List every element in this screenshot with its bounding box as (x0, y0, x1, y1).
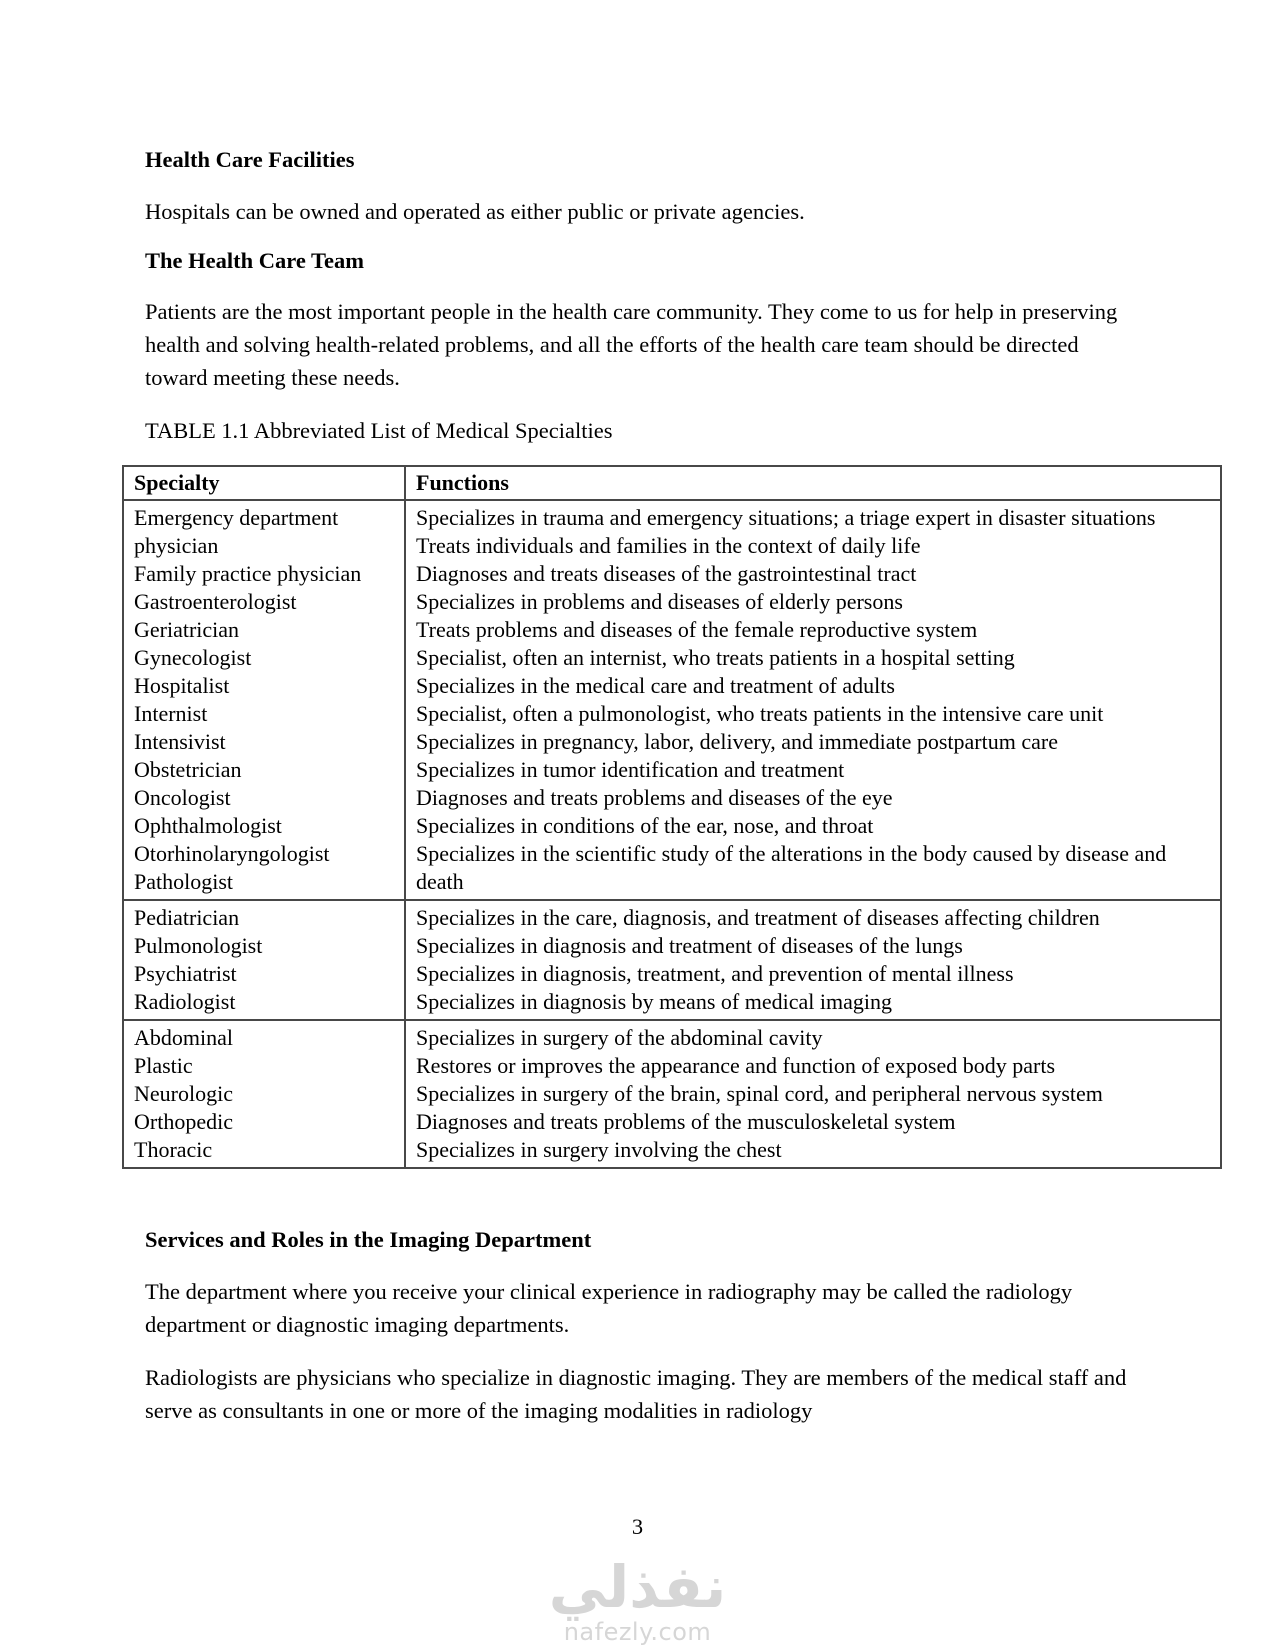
specialty-entry: Orthopedic (134, 1109, 233, 1134)
function-entry: Restores or improves the appearance and function of exposed body parts (416, 1053, 1056, 1078)
function-entry: Specializes in diagnosis and treatment of diseases of the lungs (416, 933, 963, 958)
function-entry: Specializes in surgery of the abdominal cavity (416, 1025, 823, 1050)
specialty-entry: Thoracic (134, 1137, 213, 1162)
function-entry: Specializes in conditions of the ear, nose, and throat (416, 813, 874, 838)
heading-health-care-facilities: Health Care Facilities (145, 147, 355, 172)
function-entry: Specializes in the medical care and treatment of adults (416, 673, 895, 698)
specialty-entry: Emergency department physician (134, 505, 339, 558)
function-entry: Diagnoses and treats diseases of the gastrointestinal tract (416, 561, 917, 586)
watermark-site-text: nafezly.com (563, 1618, 712, 1646)
specialty-entry: Family practice physician (134, 561, 362, 586)
function-entry: Specializes in trauma and emergency situations; a triage expert in disaster situations (416, 505, 1156, 530)
specialty-entry: Pulmonologist (134, 933, 263, 958)
function-entry: Specializes in diagnosis, treatment, and prevention of mental illness (416, 961, 1014, 986)
specialty-entry: Psychiatrist (134, 961, 237, 986)
function-entry: Treats problems and diseases of the female reproductive system (416, 617, 978, 642)
function-entry: Specializes in problems and diseases of elderly persons (416, 589, 903, 614)
specialty-entry: Obstetrician (134, 757, 242, 782)
medical-specialties-table (122, 465, 1222, 1169)
functions-cell (405, 1020, 1221, 1168)
function-entry: Specializes in surgery involving the chest (416, 1137, 782, 1162)
column-header-functions: Functions (405, 466, 1221, 500)
specialty-entry: Intensivist (134, 729, 226, 754)
paragraph-imaging-department-2: Radiologists are physicians who specialize in diagnostic imaging. They are members of the medical staff and serve as consultants in one or more of the imaging modalities in radiology (145, 1365, 1127, 1423)
specialty-entry: Pathologist (134, 869, 234, 894)
heading-health-care-team: The Health Care Team (145, 248, 364, 273)
function-entry: Specializes in the scientific study of the alterations in the body caused by disease and death (416, 841, 1167, 894)
table-header-row (123, 466, 1221, 500)
specialty-entry: Gastroenterologist (134, 589, 297, 614)
watermark (0, 1553, 1275, 1646)
specialty-cell (123, 1020, 405, 1168)
specialty-entry: Plastic (134, 1053, 193, 1078)
nafezly-logo: نفذلي (548, 1553, 727, 1621)
specialty-entry: Internist (134, 701, 208, 726)
document-content (134, 0, 1167, 1427)
heading-services-imaging-department: Services and Roles in the Imaging Department (145, 1227, 592, 1252)
specialty-entry: Gynecologist (134, 645, 252, 670)
column-header-specialty: Specialty (123, 466, 405, 500)
function-entry: Specializes in the care, diagnosis, and treatment of diseases affecting children (416, 905, 1100, 930)
specialty-entry: Hospitalist (134, 673, 230, 698)
functions-cell (405, 900, 1221, 1020)
specialty-entry: Abdominal (134, 1025, 233, 1050)
paragraph-health-care-team: Patients are the most important people in the health care community. They come to us for help in preserving health and solving health-related problems, and all the efforts of the health care team should be directed toward meeting these needs. (145, 299, 1118, 390)
table-group-row (123, 1020, 1221, 1168)
specialties-table-body (123, 500, 1221, 1168)
specialty-entry: Pediatrician (134, 905, 240, 930)
function-entry: Treats individuals and families in the context of daily life (416, 533, 921, 558)
table-caption: TABLE 1.1 Abbreviated List of Medical Specialties (145, 418, 613, 443)
specialty-entry: Neurologic (134, 1081, 233, 1106)
function-entry: Specializes in pregnancy, labor, delivery, and immediate postpartum care (416, 729, 1058, 754)
function-entry: Specializes in surgery of the brain, spinal cord, and peripheral nervous system (416, 1081, 1103, 1106)
specialty-cell (123, 900, 405, 1020)
table-group-row (123, 900, 1221, 1020)
page-number: 3 (631, 1514, 644, 1539)
function-entry: Diagnoses and treats problems of the musculoskeletal system (416, 1109, 956, 1134)
function-entry: Specializes in diagnosis by means of medical imaging (416, 989, 892, 1014)
functions-cell (405, 500, 1221, 900)
specialty-entry: Otorhinolaryngologist (134, 841, 330, 866)
specialty-entry: Ophthalmologist (134, 813, 282, 838)
function-entry: Specializes in tumor identification and treatment (416, 757, 845, 782)
paragraph-health-care-facilities: Hospitals can be owned and operated as either public or private agencies. (145, 199, 805, 224)
specialty-entry: Oncologist (134, 785, 231, 810)
specialty-entry: Geriatrician (134, 617, 240, 642)
specialty-entry: Radiologist (134, 989, 236, 1014)
table-group-row (123, 500, 1221, 900)
function-entry: Diagnoses and treats problems and diseases of the eye (416, 785, 893, 810)
specialty-cell (123, 500, 405, 900)
function-entry: Specialist, often a pulmonologist, who treats patients in the intensive care unit (416, 701, 1104, 726)
paragraph-imaging-department-1: The department where you receive your clinical experience in radiography may be called the radiology department or diagnostic imaging departments. (145, 1279, 1073, 1337)
function-entry: Specialist, often an internist, who treats patients in a hospital setting (416, 645, 1015, 670)
